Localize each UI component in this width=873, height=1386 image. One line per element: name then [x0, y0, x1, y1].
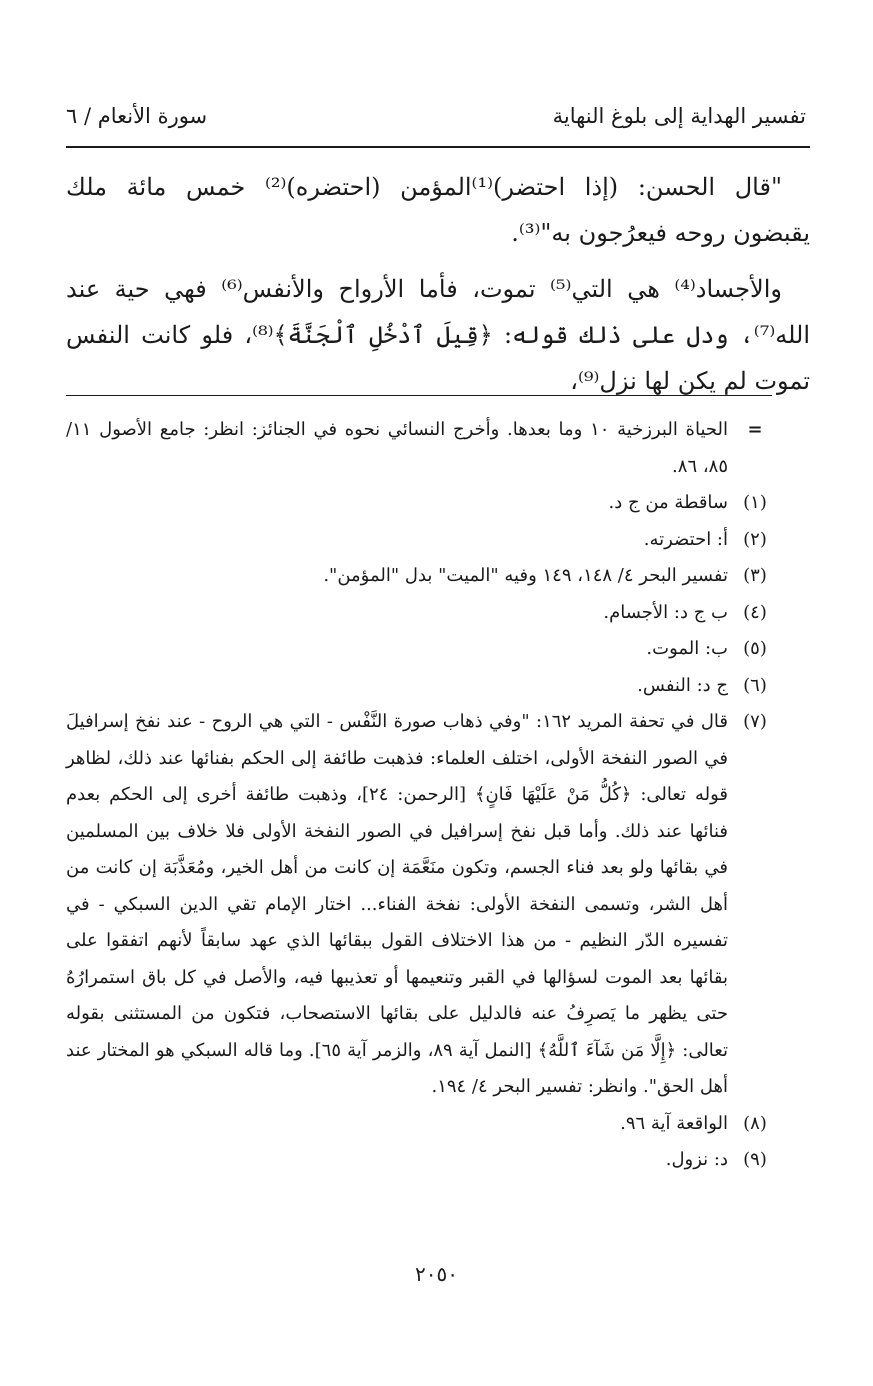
page-number: ٢٠٥٠ [415, 1262, 458, 1286]
footnote [66, 522, 778, 559]
footnote-number: (٣) [743, 565, 767, 586]
footnote [66, 558, 778, 595]
footnote-number: (٥) [743, 638, 767, 659]
footnote [66, 485, 778, 522]
footnote-text: أ: احتضرته. [643, 528, 728, 550]
footnote-text: الحياة البرزخية ١٠ وما بعدها. وأخرج النسائي نحوه في الجنائز: انظر: جامع الأصول ١١/ ٨٥، ٨٦. [66, 419, 728, 477]
footnote-number: (٤) [743, 601, 767, 623]
main-text [66, 164, 810, 404]
footnote-divider [66, 395, 772, 396]
surah-label: سورة الأنعام / ٦ [66, 104, 208, 128]
footnote [66, 595, 778, 632]
footnote-number: (١) [743, 492, 767, 513]
footnote-text: تفسير البحر ٤/ ١٤٨، ١٤٩ وفيه "الميت" بدل "المؤمن". [323, 565, 728, 586]
book-title: تفسير الهداية إلى بلوغ النهاية [552, 104, 806, 128]
footnote-number: = [747, 419, 763, 440]
footnote [66, 631, 778, 668]
footnote-text: ساقطة من ج د. [608, 492, 728, 513]
footnote-text: ب: الموت. [646, 638, 728, 659]
footnote-number: (٢) [743, 528, 767, 550]
footnote [66, 412, 778, 485]
footnote [66, 704, 778, 1106]
footnote-number: (٦) [743, 674, 767, 696]
footnote-number: (٩) [743, 1149, 767, 1170]
running-header [66, 104, 806, 138]
main-paragraph: والأجساد⁽⁴⁾ هي التي⁽⁵⁾ تموت، فأما الأرواح والأنفس⁽⁶⁾ فهي حية عند الله⁽⁷⁾، ودل على ذلك قوله: ﴿قِيلَ ٱدْخُلِ ٱلْجَنَّةَ﴾⁽⁸⁾، فلو كانت النفس تموت لم يكن لها نزل⁽⁹⁾، [66, 275, 810, 395]
footnote-text: الواقعة آية ٩٦. [620, 1112, 728, 1134]
footnote-text: قال في تحفة المريد ١٦٢: "وفي ذهاب صورة النَّفْس - التي هي الروح - عند نفخ إسرافيلَ في الصور النفخة الأولى، اختلف العلماء: فذهبت طائفة إلى الحكم بفنائها عند ذلك، لظاهر قوله تعالى: ﴿كُلُّ مَنْ عَلَيْهَا فَانٍ﴾ [الرحمن: ٢٤]، وذهبت طائفة أخرى إلى الحكم بعدم فنائها عند ذلك. وأما قبل نفخ إسرافيل في الصور النفخة الأولى فلا خلاف بين المسلمين في بقائها ولو بعد فناء الجسم، وتكون منَعَّمَة إن كانت من أهل الخير، ومُعَذَّبَة إن كانت من أهل الشر، وتسمى النفخة الأولى: نفخة الفناء... اختار الإمام تقي الدين السبكي - في تفسيره الدّر النظيم - من هذا الاختلاف القول ببقائها الذي عهد سابقاً لأنهم اتفقوا على بقائها بعد الموت لسؤالها في القبر وتنعيمها أو تعذيبها فيه، والأصل في كل باق استمرارُهُ حتى يظهر ما يَصرِفُ عنه فالدليل على بقائها الاستصحاب، فتكون من المستثنى بقوله تعالى: ﴿إِلَّا مَن شَآءَ ٱللَّهُ﴾ [النمل آية ٨٩، والزمر آية ٦٥]. وما قاله السبكي هو المختار عند أهل الحق". وانظر: تفسير البحر ٤/ ١٩٤. [66, 711, 729, 1097]
main-paragraph: "قال الحسن: (إذا احتضر)⁽¹⁾المؤمن (احتضره)⁽²⁾ خمس مائة ملك يقبضون روحه فيعرُجون به"⁽³⁾. [66, 173, 810, 247]
footnote-text: د: نزول. [665, 1149, 728, 1170]
footnotes [66, 412, 778, 1179]
footnote-number: (٨) [743, 1112, 767, 1134]
footnote-text: ب ج د: الأجسام. [603, 601, 728, 623]
footnote [66, 1142, 778, 1179]
footnote [66, 668, 778, 705]
header-divider [66, 146, 810, 148]
footnote-number: (٧) [743, 711, 767, 732]
footnote [66, 1106, 778, 1143]
footnote-text: ج د: النفس. [637, 674, 728, 696]
